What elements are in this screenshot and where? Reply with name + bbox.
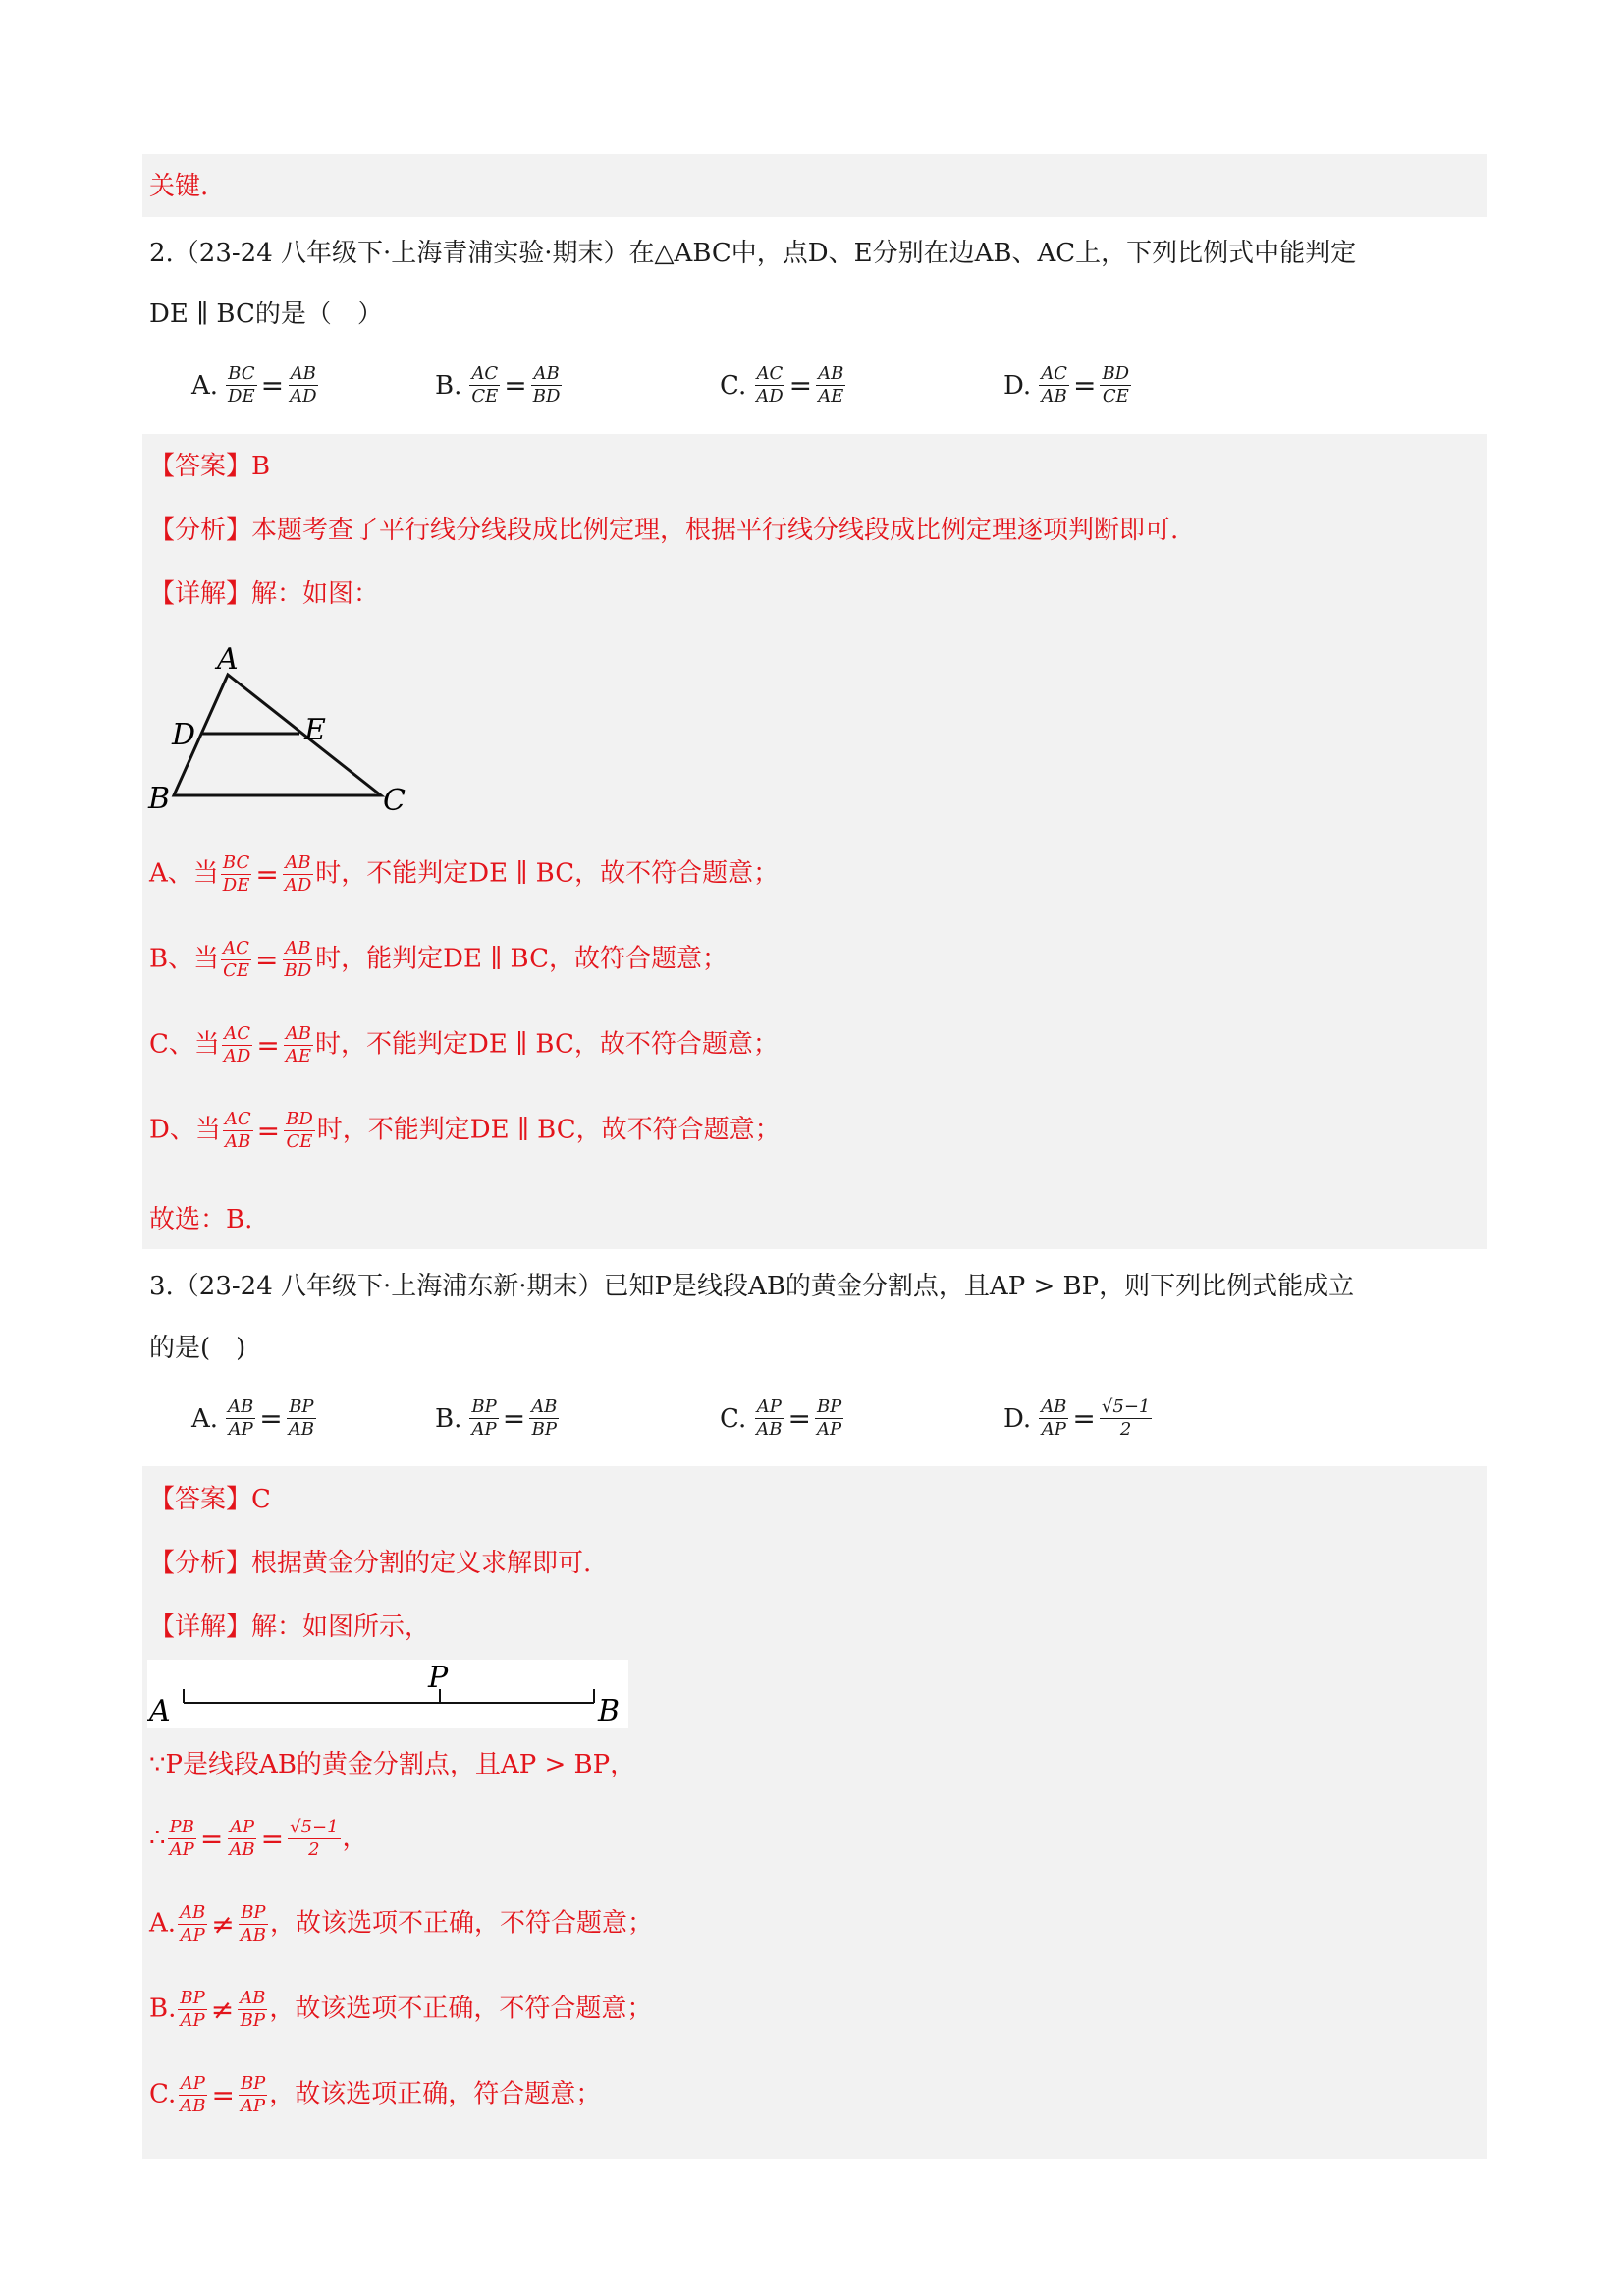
q3-option-c[interactable]: C. $\frac{AP}{AB}$ = $\frac{BP}{AP}$ [720, 1396, 842, 1440]
q3-option-d[interactable]: D. $\frac{AB}{AP}$ = $\frac{√5-1}{2}$ [1003, 1396, 1151, 1440]
triangle-figure [142, 633, 417, 820]
q2-answer: 【答案】B [149, 452, 271, 481]
q3-item-a: A. $\frac{AB}{AP}$ ≠ $\frac{BP}{AB}$ ，故该选项不正确，不符合题意； [149, 1902, 653, 1945]
q3-stem-line2: 的是( ) [149, 1334, 246, 1363]
label-b: B [148, 782, 171, 816]
q3-option-a[interactable]: A. $\frac{AB}{AP}$ = $\frac{BP}{AB}$ [191, 1396, 314, 1440]
q2-option-b[interactable]: B. $\frac{AC}{CE}$ = $\frac{AB}{BD}$ [435, 363, 561, 407]
q2-analysis: 【分析】本题考查了平行线分线段成比例定理，根据平行线分线段成比例定理逐项判断即可. [149, 516, 1179, 545]
q3-analysis: 【分析】根据黄金分割的定义求解即可. [149, 1549, 592, 1578]
label-d: D [172, 718, 196, 752]
q2-item-c: C、当 $\frac{AC}{AD}$ = $\frac{AB}{AE}$ 时，不能判定DE ∥ BC，故不符合题意； [149, 1023, 779, 1066]
q3-therefore: ∴ $\frac{PB}{AP}$ = $\frac{AP}{AB}$ = $\frac{√5-1}{2}$ ， [149, 1817, 368, 1860]
q2-stem-line2: DE ∥ BC的是（ ） [149, 300, 383, 329]
q2-item-a: A、当 $\frac{BC}{DE}$ = $\frac{AB}{AD}$ 时，不能判定DE ∥ BC，故不符合题意； [149, 852, 780, 896]
q2-option-d[interactable]: D. $\frac{AC}{AB}$ = $\frac{BD}{CE}$ [1003, 363, 1130, 407]
q2-option-c[interactable]: C. $\frac{AC}{AD}$ = $\frac{AB}{AE}$ [720, 363, 844, 407]
q2-item-d: D、当 $\frac{AC}{AB}$ = $\frac{BD}{CE}$ 时，不能判定DE ∥ BC，故不符合题意； [149, 1109, 781, 1152]
q2-item-b: B、当 $\frac{AC}{CE}$ = $\frac{AB}{BD}$ 时，能判定DE ∥ BC，故符合题意； [149, 938, 729, 981]
q2-detail: 【详解】解：如图： [149, 579, 380, 609]
q3-option-b[interactable]: B. $\frac{BP}{AP}$ = $\frac{AB}{BP}$ [435, 1396, 558, 1440]
q3-stem-line1: 3.（23-24 八年级下·上海浦东新·期末）已知P是线段AB的黄金分割点，且AP > BP，则下列比例式能成立 [149, 1272, 1355, 1301]
label-b: B [598, 1694, 621, 1728]
q3-item-c: C. $\frac{AP}{AB}$ = $\frac{BP}{AP}$ ，故该选项正确，符合题意； [149, 2073, 602, 2116]
label-e: E [304, 713, 326, 747]
q1-tail-text: 关键. [149, 172, 209, 201]
label-c: C [383, 784, 406, 818]
q3-detail: 【详解】解：如图所示， [149, 1613, 431, 1642]
q2-option-a[interactable]: A. $\frac{BC}{DE}$ = $\frac{AB}{AD}$ [191, 363, 317, 407]
q3-answer: 【答案】C [149, 1485, 271, 1514]
q3-because: ∵P是线段AB的黄金分割点，且AP > BP， [149, 1750, 636, 1779]
segment-figure [147, 1660, 628, 1728]
label-a: A [149, 1694, 171, 1728]
q2-stem-line1: 2.（23-24 八年级下·上海青浦实验·期末）在△ABC中，点D、E分别在边AB、AC上，下列比例式中能判定 [149, 239, 1357, 268]
label-p: P [428, 1661, 449, 1695]
q3-item-b: B. $\frac{BP}{AP}$ ≠ $\frac{AB}{BP}$ ，故该选项不正确，不符合题意； [149, 1988, 653, 2031]
q1-tail-block [142, 154, 1487, 217]
label-a: A [217, 642, 239, 677]
q2-conclusion: 故选：B. [149, 1205, 253, 1234]
